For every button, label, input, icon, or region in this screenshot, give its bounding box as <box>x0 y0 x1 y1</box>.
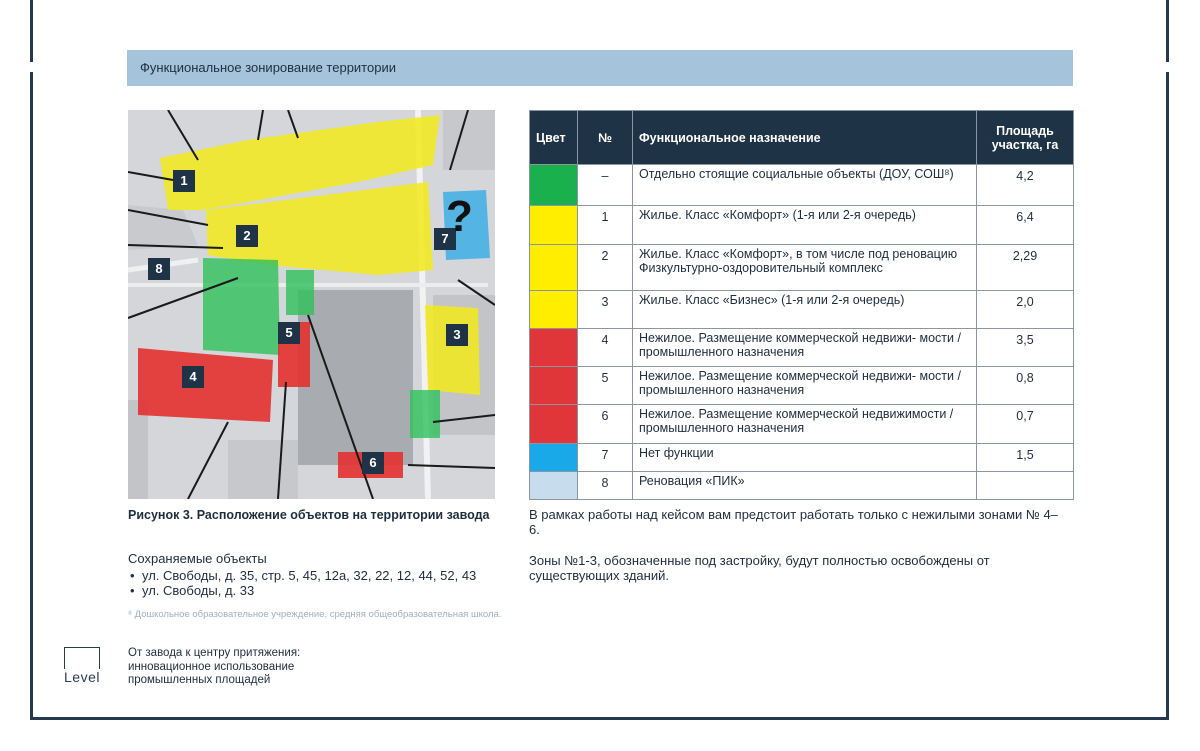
zone-area: 0,7 <box>977 405 1074 444</box>
header-number: № <box>578 111 633 165</box>
color-swatch <box>530 405 578 444</box>
zone-purpose: Жилье. Класс «Комфорт» (1-я или 2-я очередь) <box>633 206 977 245</box>
level-logo <box>64 647 104 687</box>
zone-area: 0,8 <box>977 367 1074 405</box>
color-swatch <box>530 245 578 291</box>
zone-area: 3,5 <box>977 329 1074 367</box>
zone-number: 6 <box>578 405 633 444</box>
color-swatch <box>530 367 578 405</box>
zoning-table <box>529 110 1074 500</box>
frame-border-bottom <box>30 717 1169 720</box>
zone-purpose: Реновация «ПИК» <box>633 472 977 500</box>
frame-border-right <box>1166 0 1169 62</box>
note-clearance: Зоны №1-3, обозначенные под застройку, будут полностью освобождены от существующих зданий. <box>529 553 990 583</box>
zone-label-3: 3 <box>446 324 468 346</box>
zone-area: 1,5 <box>977 444 1074 472</box>
frame-border-right-lower <box>1166 72 1169 720</box>
table-row <box>530 367 1074 405</box>
zoning-map <box>128 110 495 499</box>
zone-number: 4 <box>578 329 633 367</box>
table-row <box>530 444 1074 472</box>
zone-purpose: Нет функции <box>633 444 977 472</box>
table-row <box>530 165 1074 206</box>
zone-label-2: 2 <box>236 225 258 247</box>
saved-objects-list <box>128 568 476 598</box>
figure-caption: Рисунок 3. Расположение объектов на территории завода <box>128 508 490 522</box>
zone-purpose: Жилье. Класс «Комфорт», в том числе под реновацию Физкультурно-оздоровительный комплекс <box>633 245 977 291</box>
zone-number: 7 <box>578 444 633 472</box>
zone-area: 2,0 <box>977 291 1074 329</box>
header-color: Цвет <box>530 111 578 165</box>
zone-label-8: 8 <box>148 258 170 280</box>
zoning-map-drawing <box>128 110 495 499</box>
zone-area <box>977 472 1074 500</box>
zone-purpose: Нежилое. Размещение коммерческой недвижимости / промышленного назначения <box>633 405 977 444</box>
zone-area: 4,2 <box>977 165 1074 206</box>
unknown-question-mark: ? <box>446 192 473 241</box>
list-item: • ул. Свободы, д. 35, стр. 5, 45, 12а, 32, 22, 12, 44, 52, 43 <box>128 568 476 583</box>
color-swatch <box>530 329 578 367</box>
logo-text: Level <box>64 669 100 685</box>
zone-purpose: Отдельно стоящие социальные объекты (ДОУ, СОШ⁸) <box>633 165 977 206</box>
frame-border-left <box>30 0 33 62</box>
list-item: • ул. Свободы, д. 33 <box>128 583 476 598</box>
zone-number: 2 <box>578 245 633 291</box>
table-row <box>530 291 1074 329</box>
color-swatch <box>530 444 578 472</box>
zone-number: 5 <box>578 367 633 405</box>
zone-purpose: Нежилое. Размещение коммерческой недвижи- мости / промышленного назначения <box>633 367 977 405</box>
zone-3-area <box>425 305 480 395</box>
table-row <box>530 472 1074 500</box>
color-swatch <box>530 472 578 500</box>
table-row <box>530 245 1074 291</box>
zone-label-6: 6 <box>362 452 384 474</box>
zone-label-4: 4 <box>182 366 204 388</box>
zone-4-area <box>138 348 273 422</box>
note-nonresidential: В рамках работы над кейсом вам предстоит работать только с нежилыми зонами № 4–6. <box>529 507 1058 537</box>
table-header-row <box>530 111 1074 165</box>
header-area: Площадь участка, га <box>977 111 1074 165</box>
footer-tagline: От завода к центру притяжения: инновационное использование промышленных площадей <box>128 647 301 686</box>
social-zone-area <box>203 258 280 355</box>
logo-icon <box>64 647 100 669</box>
zone-number: 3 <box>578 291 633 329</box>
zone-label-7: 7 <box>434 228 456 250</box>
zone-label-1: 1 <box>173 170 195 192</box>
zone-number: 8 <box>578 472 633 500</box>
color-swatch <box>530 206 578 245</box>
color-swatch <box>530 165 578 206</box>
footnote: ⁸ Дошкольное образовательное учреждение, средняя общеобразовательная школа. <box>128 609 502 620</box>
zone-area: 6,4 <box>977 206 1074 245</box>
zone-label-5: 5 <box>278 322 300 344</box>
color-swatch <box>530 291 578 329</box>
zone-number: – <box>578 165 633 206</box>
table-row <box>530 329 1074 367</box>
header-purpose: Функциональное назначение <box>633 111 977 165</box>
table-row <box>530 405 1074 444</box>
frame-border-left-lower <box>30 72 33 720</box>
zone-purpose: Жилье. Класс «Бизнес» (1-я или 2-я очередь) <box>633 291 977 329</box>
section-banner: Функциональное зонирование территории <box>127 50 1073 86</box>
saved-objects-title: Сохраняемые объекты <box>128 551 267 566</box>
zone-purpose: Нежилое. Размещение коммерческой недвижи- мости / промышленного назначения <box>633 329 977 367</box>
table-row <box>530 206 1074 245</box>
zone-area: 2,29 <box>977 245 1074 291</box>
zone-number: 1 <box>578 206 633 245</box>
